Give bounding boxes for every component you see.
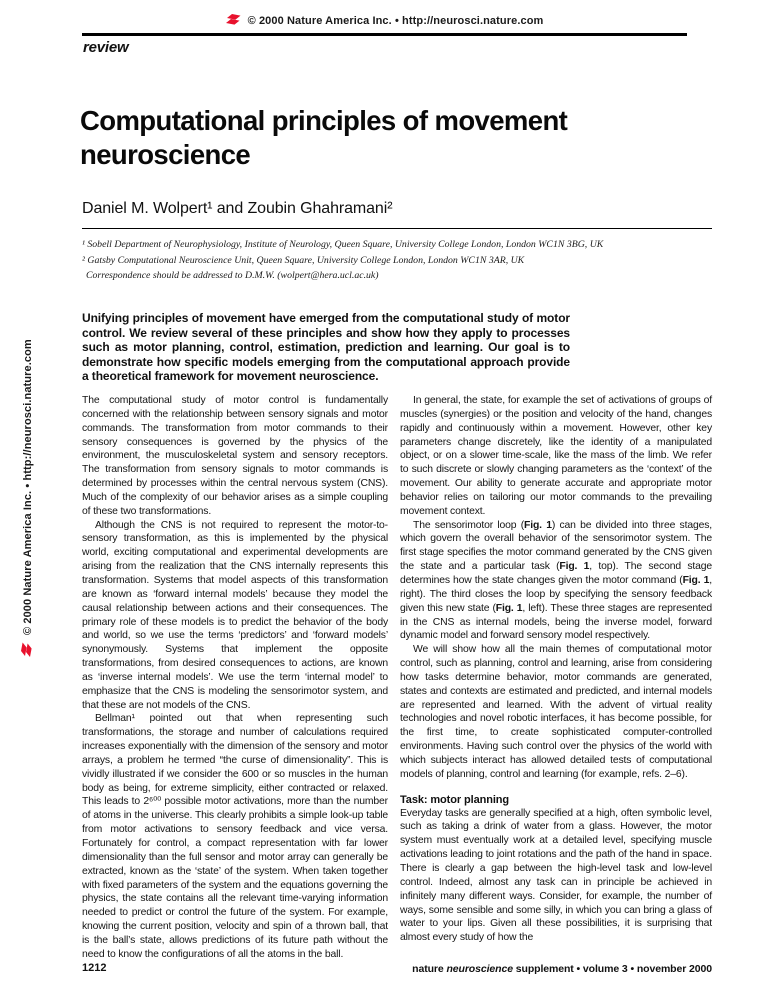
header-rule — [82, 33, 687, 36]
paragraph: Everyday tasks are generally specified at a high, often symbolic level, such as taking a drink of water from a glass. However, the motor system must eventually work at a detailed level, specifying muscle activations leading to joint rotations and the path of the hand in space. There is clearly a gap between the high-level task and low-level control. Indeed, almost any task can in principle be achieved in infinitely many different ways. Consider, for example, the number of ways, some sensible and some silly, in which you can bring a glass of water to your lips. Given all these possibilities, it is surprising that almost every study of how the — [400, 807, 712, 944]
abstract: Unifying principles of movement have emerged from the computational study of motor control. We review several of these principles and show how they apply to processes such as motor planning, control, estimation, prediction and learning. Our goal is to demonstrate how specific models emerging from the computational approach provide a theoretical framework for movement neuroscience. — [82, 311, 570, 384]
paragraph: The computational study of motor control is fundamentally concerned with the relationship between sensory signals and motor commands. The transformation from motor commands to their sensory consequences is governed by the physics of the environment, the musculoskeletal system and sensory receptors. The transformation from sensory signals to motor commands is determined by processes within the central nervous system (CNS). Much of the complexity of our behavior arises as a simple coupling of these two transformations. — [82, 395, 388, 517]
banner-text: © 2000 Nature America Inc. • http://neurosci.nature.com — [247, 15, 544, 27]
authors-rule — [82, 228, 712, 229]
affiliation-line: ¹ Sobell Department of Neurophysiology, Institute of Neurology, Queen Square, University College London, London WC1N 3BG, UK — [82, 239, 604, 250]
nature-america-logo-icon — [225, 13, 242, 25]
body-column-left — [82, 394, 388, 962]
article-title: Computational principles of movement neuroscience — [80, 105, 568, 170]
correspondence-line: Correspondence should be addressed to D.M.W. (wolpert@hera.ucl.ac.uk) — [86, 270, 379, 281]
paragraph: Bellman¹ pointed out that when representing such transformations, the storage and number of calculations required increases exponentially with the dimension of the sensory and motor arrays, a problem he termed “the curse of dimensionality”. This is vividly illustrated if we consider the 600 or so muscles in the human body as being, for extreme simplicity, either contracted or relaxed. This leads to 2⁶⁰⁰ possible motor activations, more than the number of atoms in the universe. This clearly prohibits a simple look-up table from motor activations to sensory feedback and vice versa. Fortunately for control, a compact representation with far lower dimensionality than the full sensor and motor array can generally be extracted, known as the ‘state’ of the system. When taken together with fixed parameters of the system and the equations governing the physics, the state contains all the relevant time-varying information needed to predict or control the future of the system. For example, knowing the current position, velocity and spin of a thrown ball, that is the ball’s state, allows predictions of its future path without the need to know the configurations of all the atoms in the ball. — [82, 713, 388, 960]
paragraph: We will show how all the main themes of computational motor control, such as planning, control and learning, arise from considering how tasks determine behavior, motor commands are generated, states and contexts are estimated and predicted, and internal models are represented and learned. With the advent of virtual reality technologies and novel robotic interfaces, it has become possible, for the first time, to create sophisticated computer-controlled environments. Having such control over the physics of the world with which subjects interact has allowed detailed tests of computational models of planning, control and learning (for example, refs. 2–6). — [400, 644, 712, 780]
section-heading-motor-planning: Task: motor planning — [400, 793, 510, 806]
top-banner — [0, 13, 768, 27]
paragraph: In general, the state, for example the set of activations of groups of muscles (synergies) or the position and velocity of the hand, changes rapidly and continuously within a movement. However, other key parameters change discretely, like the identity of a manipulated object, or on a slower time-scale, like the mass of the limb. We refer to such discrete or slowly changing parameters as the ‘context’ of the movement. Our ability to generate accurate and appropriate motor behavior relies on tailoring our motor commands to the prevailing movement context. — [400, 395, 712, 517]
paragraph: The sensorimotor loop (Fig. 1) can be divided into three stages, which govern the overall behavior of the sensorimotor system. The first stage specifies the motor command generated by the CNS given the state and a particular task (Fig. 1, top). The second stage determines how the state changes given the motor command (Fig. 1, right). The third closes the loop by specifying the sensory feedback given this new state (Fig. 1, left). These three stages are represented in the CNS as internal models, being the inverse model, forward dynamic model and forward sensory model respectively. — [400, 519, 713, 642]
affiliation-line: ² Gatsby Computational Neuroscience Unit, Queen Square, University College London, London WC1N 3AR, UK — [82, 254, 525, 266]
body-column-right — [400, 394, 712, 945]
footer-page-number: 1212 — [82, 962, 107, 974]
sidebar-banner-text: © 2000 Nature America Inc. • http://neurosci.nature.com — [22, 339, 34, 635]
affiliations-block — [82, 237, 712, 284]
sidebar-vertical-banner — [20, 339, 34, 658]
footer-journal-line: nature neuroscience supplement • volume 3 • november 2000 — [412, 963, 712, 975]
nature-america-logo-icon — [20, 641, 32, 658]
review-label: review — [83, 39, 129, 56]
paragraph: Although the CNS is not required to represent the motor-to-sensory transformation, as this is implemented by the physical world, exciting computational and experimental developments are arising from the realization that the CNS internally represents this transformation. Systems that model aspects of this transformation are known as ‘forward internal models’ because they model the causal relationship between actions and their consequences. The primary role of these models is to predict the behavior of the body and world, so we use the terms ‘predictors’ and ‘forward models’ synonymously. Systems that implement the opposite transformations, from desired consequences to actions, are known as ‘inverse internal models’. We use the term ‘internal model’ to emphasize that the CNS is modeling the sensorimotor system, and that these are not models of the CNS. — [82, 519, 388, 711]
authors-line: Daniel M. Wolpert¹ and Zoubin Ghahramani² — [82, 200, 393, 217]
